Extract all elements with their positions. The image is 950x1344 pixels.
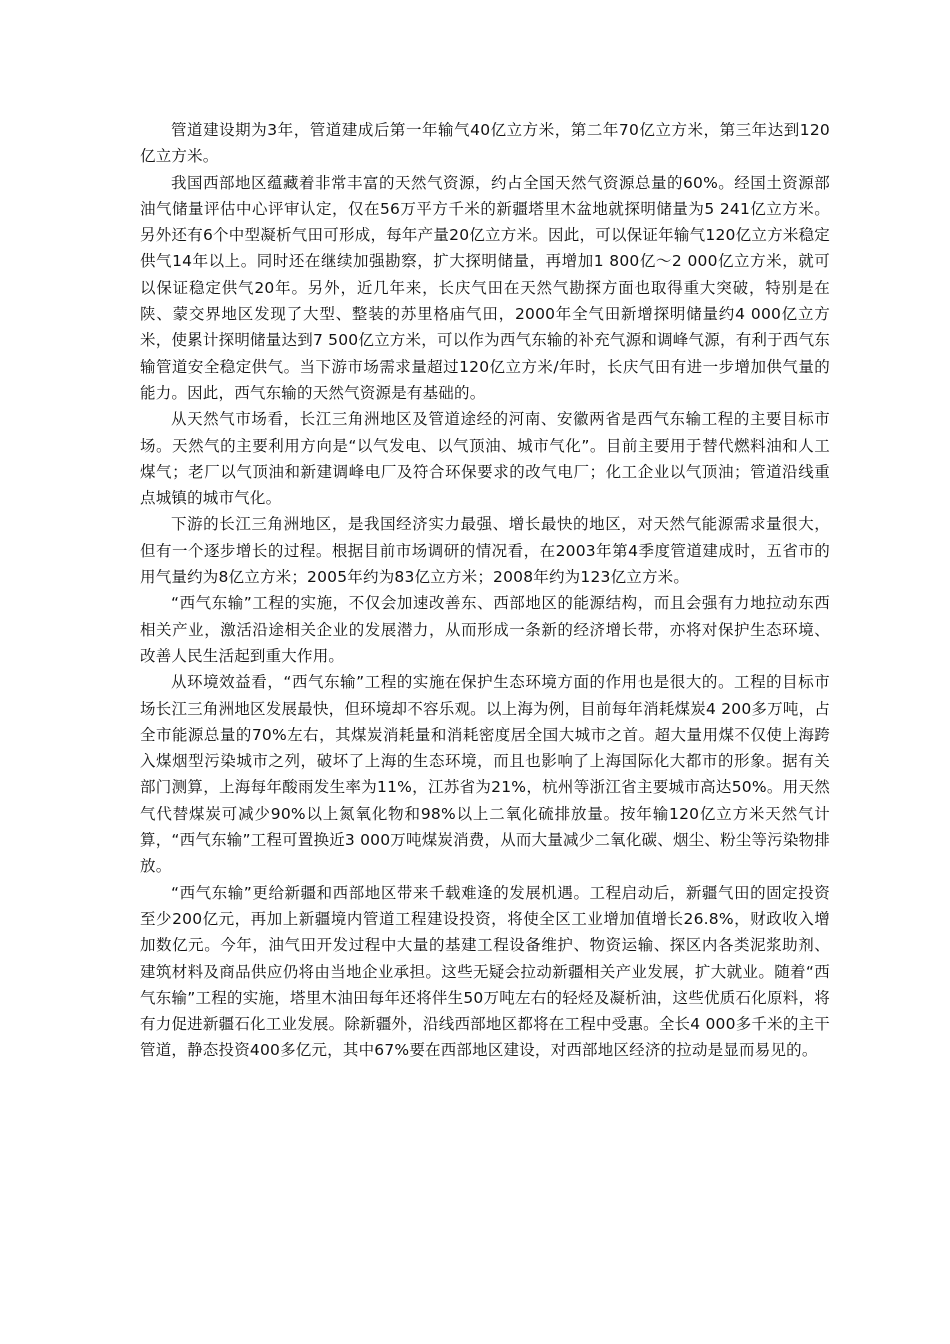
paragraph-environmental-benefit: 从环境效益看，“西气东输”工程的实施在保护生态环境方面的作用也是很大的。工程的目标市场长江三角洲地区发展最快，但环境却不容乐观。以上海为例，目前每年消耗煤炭4 200多万吨，占全市能源总量的70%左右，其煤炭消耗量和消耗密度居全国大城市之首。超大量用煤不仅使上海跨入煤烟型污染城市之列，破坏了上海的生态环境，而且也影响了上海国际化大都市的形象。据有关部门测算，上海每年酸雨发生率为11%，江苏省为21%，杭州等浙江省主要城市高达50%。用天然气代替煤炭可减少90%以上氮氧化物和98%以上二氧化硫排放量。按年输120亿立方米天然气计算，“西气东输”工程可置换近3 000万吨煤炭消费，从而大量减少二氧化碳、烟尘、粉尘等污染物排放。 — [140, 673, 830, 876]
document-body — [140, 117, 830, 1064]
paragraph-pipeline-schedule: 管道建设期为3年，管道建成后第一年输气40亿立方米，第二年70亿立方米，第三年达到120亿立方米。 — [140, 121, 830, 166]
paragraph-gas-resources: 我国西部地区蕴藏着非常丰富的天然气资源，约占全国天然气资源总量的60%。经国土资源部油气储量评估中心评审认定，仅在56万平方千米的新疆塔里木盆地就探明储量为5 241亿立方米。另外还有6个中型凝析气田可形成，每年产量20亿立方米。因此，可以保证年输气120亿立方米稳定供气14年以上。同时还在继续加强勘察，扩大探明储量，再增加1 800亿～2 000亿立方米，就可以保证稳定供气20年。另外，近几年来，长庆气田在天然气勘探方面也取得重大突破，特别是在陕、蒙交界地区发现了大型、整装的苏里格庙气田，2000年全气田新增探明储量约4 000亿立方米，使累计探明储量达到7 500亿立方米，可以作为西气东输的补充气源和调峰气源，有利于西气东输管道安全稳定供气。当下游市场需求量超过120亿立方米/年时，长庆气田有进一步增加供气量的能力。因此，西气东输的天然气资源是有基础的。 — [140, 173, 830, 402]
paragraph-western-development: “西气东输”更给新疆和西部地区带来千载难逢的发展机遇。工程启动后，新疆气田的固定投资至少200亿元，再加上新疆境内管道工程建设投资，将使全区工业增加值增长26.8%，财政收入增加数亿元。今年，油气田开发过程中大量的基建工程设备维护、物资运输、探区内各类泥浆助剂、建筑材料及商品供应仍将由当地企业承担。这些无疑会拉动新疆相关产业发展，扩大就业。随着“西气东输”工程的实施，塔里木油田每年还将伴生50万吨左右的轻烃及凝析油，这些优质石化原料，将有力促进新疆石化工业发展。除新疆外，沿线西部地区都将在工程中受惠。全长4 000多千米的主干管道，静态投资400多亿元，其中67%要在西部地区建设，对西部地区经济的拉动是显而易见的。 — [140, 883, 830, 1060]
paragraph-project-impact: “西气东输”工程的实施，不仅会加速改善东、西部地区的能源结构，而且会强有力地拉动东西相关产业，激活沿途相关企业的发展潜力，从而形成一条新的经济增长带，亦将对保护生态环境、改善人民生活起到重大作用。 — [140, 594, 830, 665]
paragraph-gas-market: 从天然气市场看，长江三角洲地区及管道途经的河南、安徽两省是西气东输工程的主要目标市场。天然气的主要利用方向是“以气发电、以气顶油、城市气化”。目前主要用于替代燃料油和人工煤气；老厂以气顶油和新建调峰电厂及符合环保要求的改气电厂；化工企业以气顶油；管道沿线重点城镇的城市气化。 — [140, 410, 830, 508]
paragraph-downstream-demand: 下游的长江三角洲地区，是我国经济实力最强、增长最快的地区，对天然气能源需求量很大，但有一个逐步增长的过程。根据目前市场调研的情况看，在2003年第4季度管道建成时，五省市的用气量约为8亿立方米；2005年约为83亿立方米；2008年约为123亿立方米。 — [140, 515, 830, 587]
